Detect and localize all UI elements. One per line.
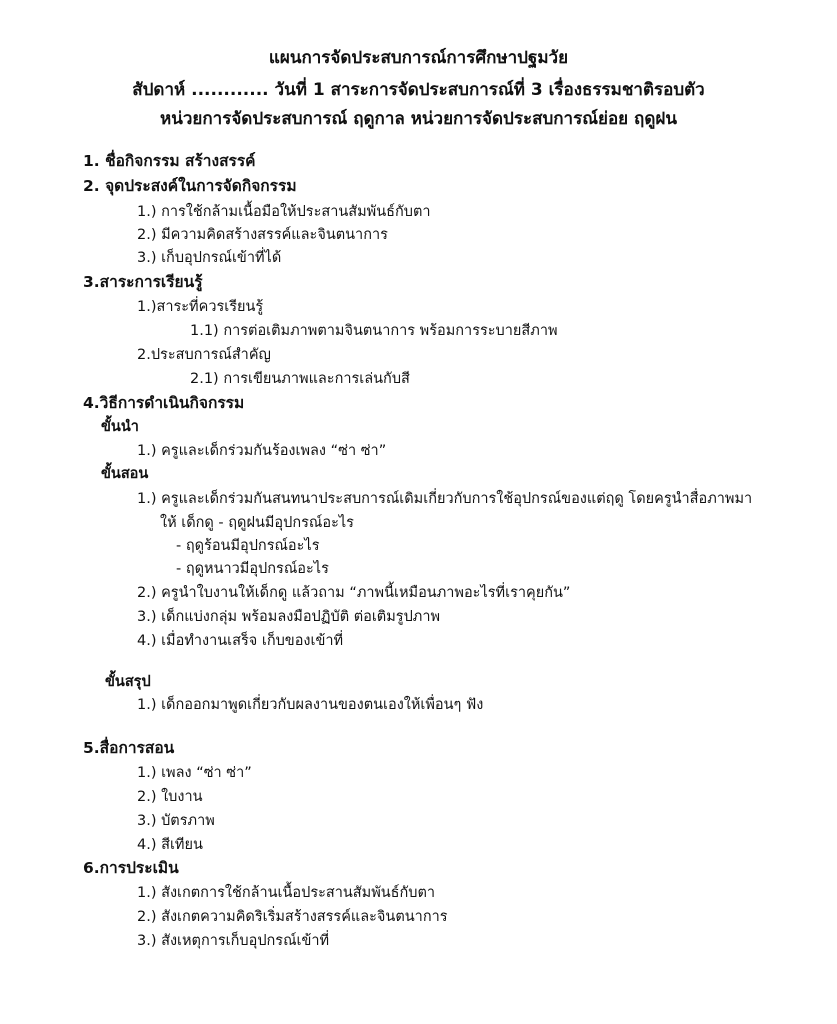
document-subtitle-week: สัปดาห์ ............ วันที่ 1 สาระการจัดประสบการณ์ที่ 3 เรื่องธรรมชาติรอบตัว [132, 80, 705, 100]
intro-step-label: ขั้นนำ [101, 419, 139, 435]
summary-step-item: 1.) เด็กออกมาพูดเกี่ยวกับผลงานของตนเองให้เพื่อนๆ ฟัง [137, 697, 484, 713]
content-subheading: 1.)สาระที่ควรเรียนรู้ [137, 299, 264, 315]
section-4-heading: 4.วิธีการดำเนินกิจกรรม [83, 394, 245, 412]
objective-item: 3.) เก็บอุปกรณ์เข้าที่ได้ [137, 250, 282, 266]
teaching-media-item: 4.) สีเทียน [137, 837, 203, 853]
teaching-step-subitem: - ฤดูหนาวมีอุปกรณ์อะไร [176, 561, 329, 577]
objective-item: 2.) มีความคิดสร้างสรรค์และจินตนาการ [137, 227, 388, 243]
section-6-heading: 6.การประเมิน [83, 859, 179, 877]
teaching-step-item: 2.) ครูนำใบงานให้เด็กดู แล้วถาม “ภาพนี้เหมือนภาพอะไรที่เราคุยกัน” [137, 585, 571, 601]
evaluation-item: 3.) สังเหตุการเก็บอุปกรณ์เข้าที่ [137, 933, 330, 949]
section-5-heading: 5.สื่อการสอน [83, 739, 175, 757]
evaluation-item: 2.) สังเกตความคิดริเริ่มสร้างสรรค์และจินตนาการ [137, 909, 448, 925]
summary-step-label: ขั้นสรุป [105, 674, 151, 690]
teaching-step-subitem: - ฤดูร้อนมีอุปกรณ์อะไร [176, 538, 320, 554]
teaching-step-label: ขั้นสอน [101, 466, 149, 482]
teaching-media-item: 3.) บัตรภาพ [137, 813, 215, 829]
section-3-heading: 3.สาระการเรียนรู้ [83, 273, 203, 291]
document-title: แผนการจัดประสบการณ์การศึกษาปฐมวัย [268, 48, 569, 68]
content-item: 2.1) การเขียนภาพและการเล่นกับสี [190, 371, 410, 387]
content-item: 1.1) การต่อเติมภาพตามจินตนาการ พร้อมการระบายสีภาพ [190, 323, 558, 339]
teaching-step-item: 3.) เด็กแบ่งกลุ่ม พร้อมลงมือปฏิบัติ ต่อเติมรูปภาพ [137, 609, 441, 625]
teaching-media-item: 1.) เพลง “ซ่า ซ่า” [137, 765, 252, 781]
teaching-step-item: 1.) ครูและเด็กร่วมกันสนทนาประสบการณ์เดิมเกี่ยวกับการใช้อุปกรณ์ของแต่ฤดู โดยครูนำสื่อภาพมา [137, 491, 753, 507]
evaluation-item: 1.) สังเกตการใช้กล้านเนื้อประสานสัมพันธ์กับตา [137, 885, 436, 901]
teaching-step-item: 4.) เมื่อทำงานเสร็จ เก็บของเข้าที่ [137, 633, 344, 649]
section-1-heading: 1. ชื่อกิจกรรม สร้างสรรค์ [83, 152, 256, 170]
section-2-heading: 2. จุดประสงค์ในการจัดกิจกรรม [83, 177, 297, 195]
teaching-step-item-continued: ให้ เด็กดู - ฤดูฝนมีอุปกรณ์อะไร [160, 515, 354, 531]
document-subtitle-unit: หน่วยการจัดประสบการณ์ ฤดูกาล หน่วยการจัดประสบการณ์ย่อย ฤดูฝน [160, 109, 677, 129]
teaching-media-item: 2.) ใบงาน [137, 789, 203, 805]
content-subheading: 2.ประสบการณ์สำคัญ [137, 347, 271, 363]
objective-item: 1.) การใช้กล้ามเนื้อมือให้ประสานสัมพันธ์กับตา [137, 204, 431, 220]
intro-step-item: 1.) ครูและเด็กร่วมกันร้องเพลง “ซ่า ซ่า” [137, 443, 387, 459]
